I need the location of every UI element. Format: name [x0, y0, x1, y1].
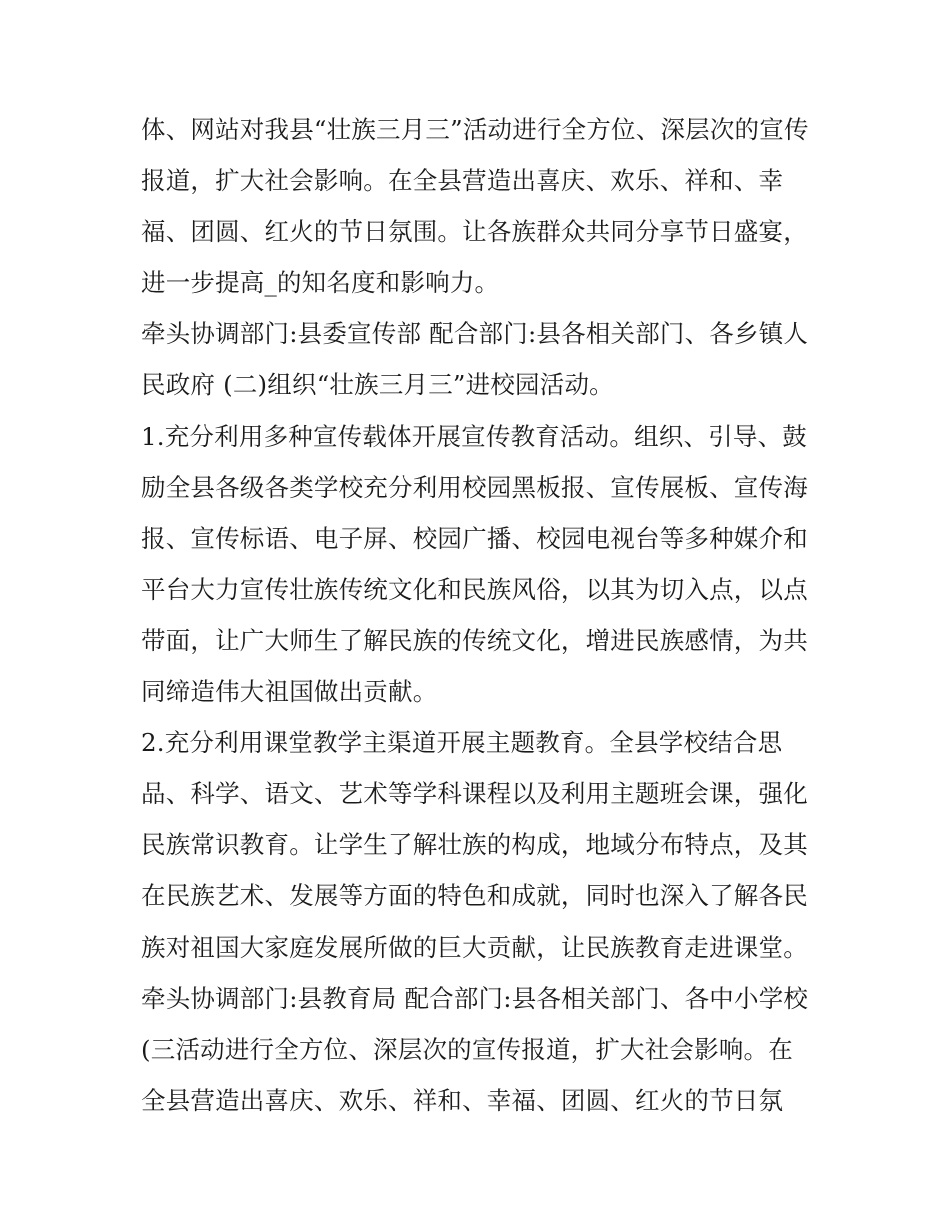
text-line: 励全县各级各类学校充分利用校园黑板报、宣传展板、宣传海: [141, 472, 808, 502]
text-line: 全县营造出喜庆、欢乐、祥和、幸福、团圆、红火的节日氛: [141, 1085, 784, 1115]
text-line: (三活动进行全方位、深层次的宣传报道，扩大社会影响。在: [141, 1034, 793, 1064]
text-line: 报道，扩大社会影响。在全县营造出喜庆、欢乐、祥和、幸: [141, 166, 784, 196]
text-line: 族对祖国大家庭发展所做的巨大贡献，让民族教育走进课堂。: [141, 932, 808, 962]
document-body: [141, 104, 821, 1126]
text-line: 福、团圆、红火的节日氛围。让各族群众共同分享节日盛宴，: [141, 217, 808, 247]
text-line: 进一步提高_的知名度和影响力。: [141, 268, 500, 298]
text-line: 平台大力宣传壮族传统文化和民族风俗，以其为切入点，以点: [141, 574, 808, 604]
text-line: 民政府 (二)组织“壮族三月三”进校园活动。: [141, 370, 614, 400]
text-line: 2.充分利用课堂教学主渠道开展主题教育。全县学校结合思: [141, 728, 783, 758]
text-line: 1.充分利用多种宣传载体开展宣传教育活动。组织、引导、鼓: [141, 421, 807, 451]
text-line: 体、网站对我县“壮族三月三”活动进行全方位、深层次的宣传: [141, 115, 809, 144]
text-line: 民族常识教育。让学生了解壮族的构成，地域分布特点，及其: [141, 830, 808, 860]
text-line: 品、科学、语文、艺术等学科课程以及利用主题班会课，强化: [141, 779, 808, 809]
text-line: 带面，让广大师生了解民族的传统文化，增进民族感情，为共: [141, 625, 808, 655]
text-line: 在民族艺术、发展等方面的特色和成就，同时也深入了解各民: [141, 881, 808, 911]
text-line: 同缔造伟大祖国做出贡献。: [141, 677, 438, 707]
text-line: 牵头协调部门:县教育局 配合部门:县各相关部门、各中小学校: [141, 983, 809, 1013]
text-line: 报、宣传标语、电子屏、校园广播、校园电视台等多种媒介和: [141, 523, 808, 553]
text-line: 牵头协调部门:县委宣传部 配合部门:县各相关部门、各乡镇人: [141, 319, 809, 349]
